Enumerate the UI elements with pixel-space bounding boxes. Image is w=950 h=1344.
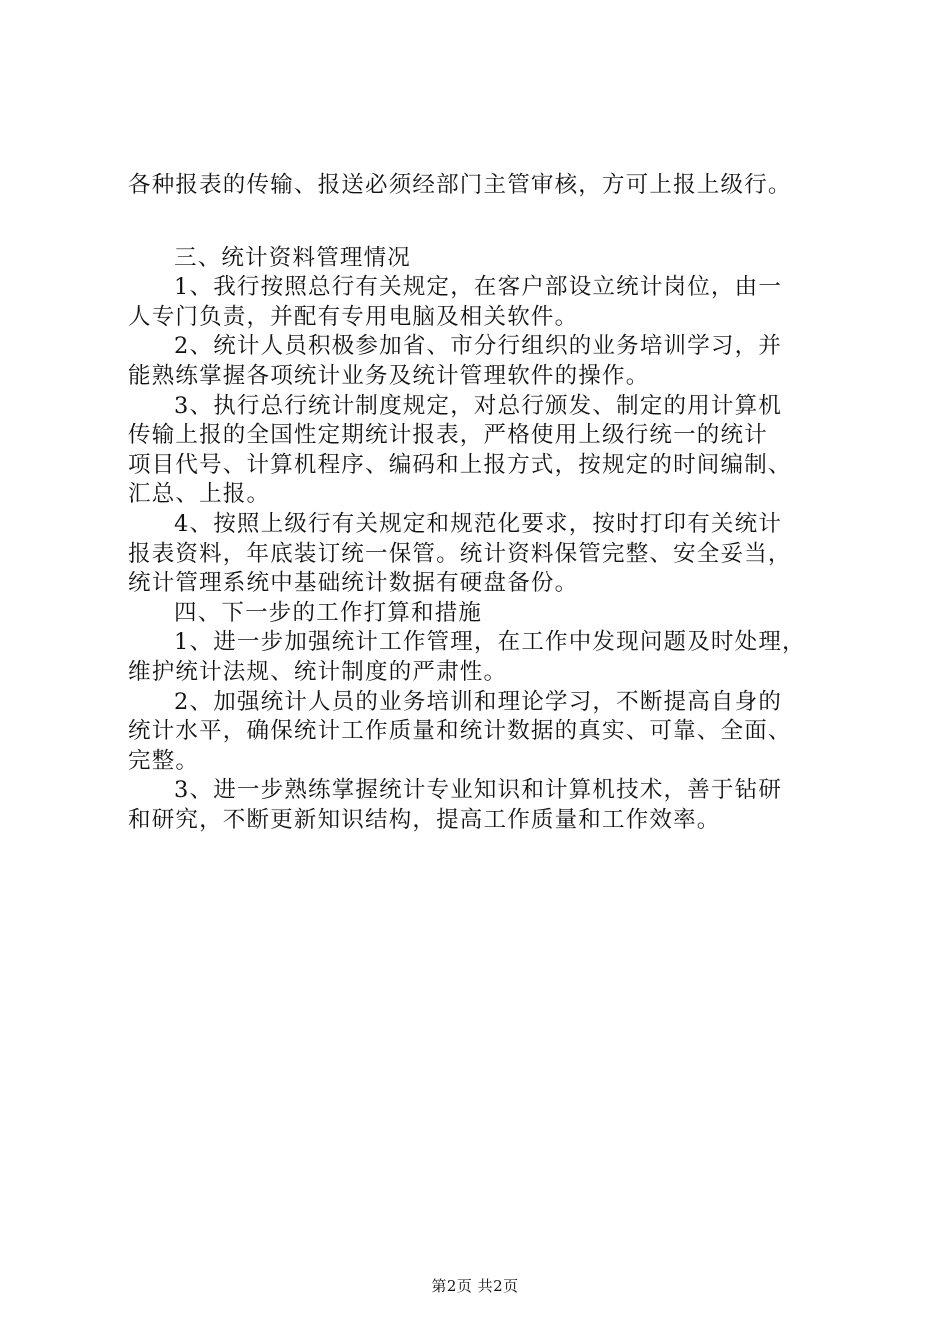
paragraph-line: 统计水平，确保统计工作质量和统计数据的真实、可靠、全面、 [128,718,792,745]
paragraph-line: 3、进一步熟练掌握统计专业知识和计算机技术，善于钻研 [174,777,783,804]
section-heading-4: 四、下一步的工作打算和措施 [174,599,483,626]
paragraph-line: 报表资料，年底装订统一保管。统计资料保管完整、安全妥当， [128,540,792,567]
paragraph-line: 传输上报的全国性定期统计报表，严格使用上级行统一的统计 [128,422,768,449]
paragraph-line: 完整。 [128,747,200,774]
paragraph-line: 各种报表的传输、报送必须经部门主管审核，方可上报上级行。 [128,172,792,198]
paragraph-gap [128,201,858,244]
paragraph-line: 4、按照上级行有关规定和规范化要求，按时打印有关统计 [174,510,783,537]
paragraph-line: 能熟练掌握各项统计业务及统计管理软件的操作。 [128,362,650,389]
paragraph-line: 2、统计人员积极参加省、市分行组织的业务培训学习，并 [174,333,783,360]
paragraph-line: 汇总、上报。 [128,481,271,508]
section-heading-3: 三、统计资料管理情况 [174,244,412,271]
page-footer: 第2页 共2页 [431,1277,519,1295]
paragraph-line: 1、进一步加强统计工作管理，在工作中发现问题及时处理， [174,629,806,656]
paragraph-line: 2、加强统计人员的业务培训和理论学习，不断提高自身的 [174,688,783,715]
paragraph-line: 项目代号、计算机程序、编码和上报方式，按规定的时间编制、 [128,451,792,478]
paragraph-line: 人专门负责，并配有专用电脑及相关软件。 [128,303,579,330]
paragraph-line: 1、我行按照总行有关规定，在客户部设立统计岗位，由一 [174,274,783,301]
paragraph-line: 维护统计法规、统计制度的严肃性。 [128,658,508,685]
paragraph-line: 统计管理系统中基础统计数据有硬盘备份。 [128,570,579,597]
document-body [128,171,858,835]
paragraph-line: 3、执行总行统计制度规定，对总行颁发、制定的用计算机 [174,392,783,419]
paragraph-line: 和研究，不断更新知识结构，提高工作质量和工作效率。 [128,806,721,833]
